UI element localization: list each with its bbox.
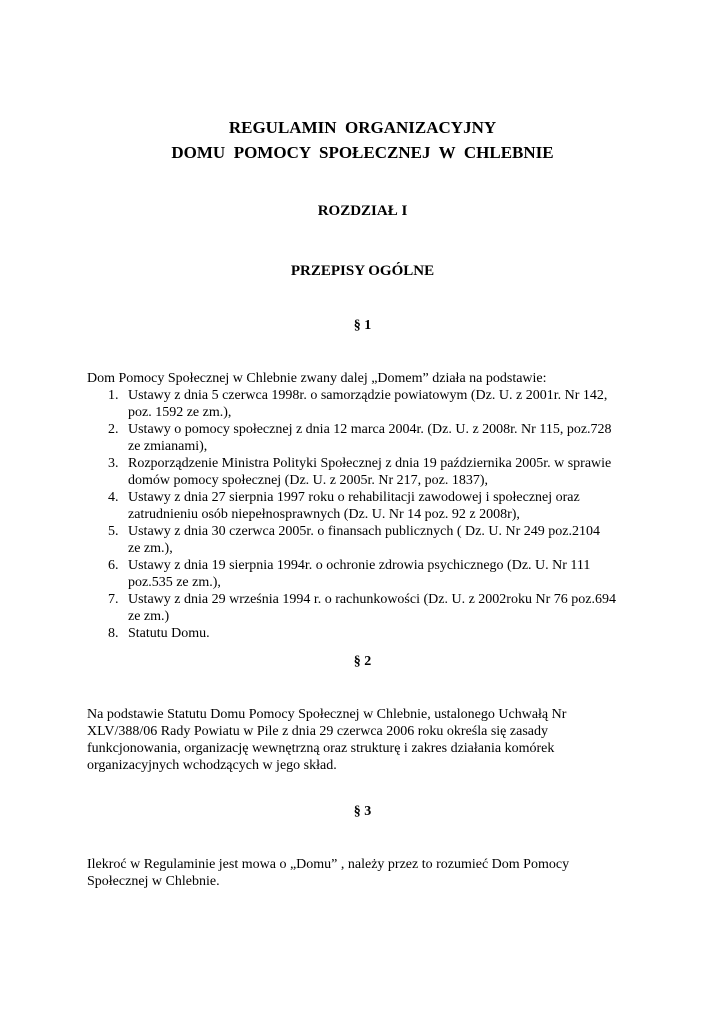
paragraph-3-body [87,856,647,890]
list-item-line: domów pomocy społecznej (Dz. U. z 2005r. Nr 217, poz. 1837), [128,473,489,488]
document-title [0,115,725,165]
paragraph-1-intro: Dom Pomocy Społecznej w Chlebnie zwany dalej „Domem” działa na podstawie: [87,371,547,386]
paragraph-sign-2: § 2 [353,654,372,669]
paragraph-sign-1: § 1 [353,318,372,333]
list-item-line: Statutu Domu. [128,626,210,641]
paragraph-line: Społecznej w Chlebnie. [87,874,220,889]
list-item [87,523,647,557]
list-item-number: 8. [108,626,119,641]
paragraph-2-body [87,706,647,774]
list-item-line: ze zmianami), [128,439,208,454]
legal-basis-list [87,387,647,642]
paragraph-line: XLV/388/06 Rady Powiatu w Pile z dnia 29 czerwca 2006 roku określa się zasady [87,724,548,739]
list-item-number: 7. [108,592,119,607]
paragraph-1-body [87,370,647,642]
list-item [87,387,647,421]
paragraph-line: Na podstawie Statutu Domu Pomocy Społecznej w Chlebnie, ustalonego Uchwałą Nr [87,707,567,722]
list-item-line: ze zm.) [128,609,170,624]
list-item-number: 5. [108,524,119,539]
section-heading: PRZEPISY OGÓLNE [290,263,435,279]
list-item-line: Ustawy z dnia 29 września 1994 r. o rachunkowości (Dz. U. z 2002roku Nr 76 poz.694 [128,592,616,607]
list-item-line: Ustawy z dnia 19 sierpnia 1994r. o ochronie zdrowia psychicznego (Dz. U. Nr 111 [128,558,591,573]
title-line-1: REGULAMIN ORGANIZACYJNY [228,118,497,137]
list-item-number: 2. [108,422,119,437]
list-item-line: Ustawy o pomocy społecznej z dnia 12 marca 2004r. (Dz. U. z 2008r. Nr 115, poz.728 [128,422,612,437]
list-item-line: Ustawy z dnia 27 sierpnia 1997 roku o rehabilitacji zawodowej i społecznej oraz [128,490,580,505]
list-item-line: zatrudnieniu osób niepełnosprawnych (Dz. U. Nr 14 poz. 92 z 2008r), [128,507,520,522]
list-item [87,557,647,591]
list-item-number: 3. [108,456,119,471]
list-item-number: 4. [108,490,119,505]
chapter-heading: ROZDZIAŁ I [317,203,408,219]
list-item-number: 6. [108,558,119,573]
paragraph-line: organizacyjnych wchodzących w jego skład. [87,758,337,773]
list-item [87,591,647,625]
list-item [87,489,647,523]
list-item-line: ze zm.), [128,541,173,556]
list-item [87,455,647,489]
list-item-line: Ustawy z dnia 30 czerwca 2005r. o finansach publicznych ( Dz. U. Nr 249 poz.2104 [128,524,600,539]
paragraph-sign-3: § 3 [353,804,372,819]
list-item-number: 1. [108,388,119,403]
list-item-line: Rozporządzenie Ministra Polityki Społecznej z dnia 19 października 2005r. w sprawie [128,456,612,471]
list-item-line: poz.535 ze zm.), [128,575,221,590]
paragraph-line: Ilekroć w Regulaminie jest mowa o „Domu” , należy przez to rozumieć Dom Pomocy [87,857,570,872]
list-item-line: poz. 1592 ze zm.), [128,405,232,420]
list-item-line: Ustawy z dnia 5 czerwca 1998r. o samorządzie powiatowym (Dz. U. z 2001r. Nr 142, [128,388,608,403]
list-item [87,625,647,642]
paragraph-line: funkcjonowania, organizację wewnętrzną oraz strukturę i zakres działania komórek [87,741,555,756]
title-line-2: DOMU POMOCY SPOŁECZNEJ W CHLEBNIE [171,143,554,162]
list-item [87,421,647,455]
